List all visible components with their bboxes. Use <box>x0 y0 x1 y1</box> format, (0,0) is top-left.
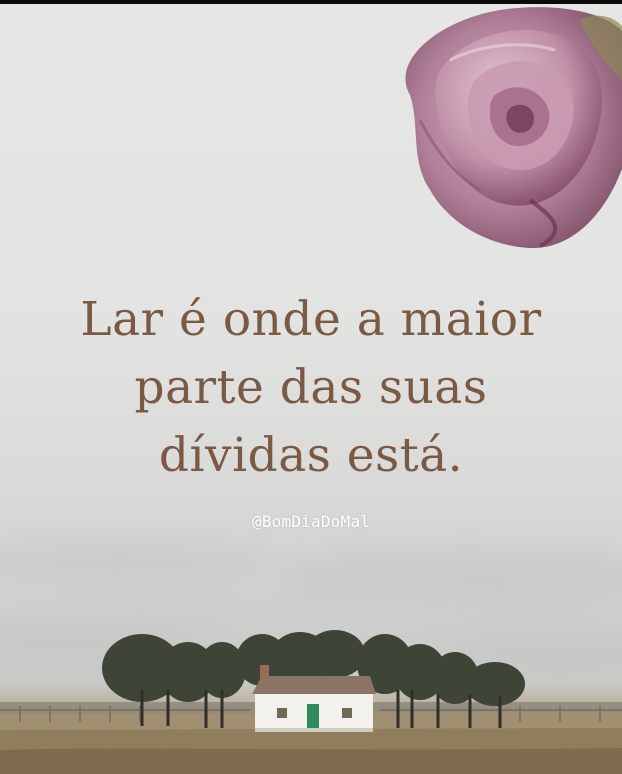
quote-line-3: dívidas está. <box>158 428 464 483</box>
quote-text <box>0 286 622 490</box>
landscape-illustration <box>0 610 622 774</box>
rose-illustration <box>380 0 622 252</box>
quote-line-1: Lar é onde a maior <box>80 292 542 347</box>
quote-line-2: parte das suas <box>134 360 488 415</box>
author-handle: @BomDiaDoMal <box>252 512 370 531</box>
